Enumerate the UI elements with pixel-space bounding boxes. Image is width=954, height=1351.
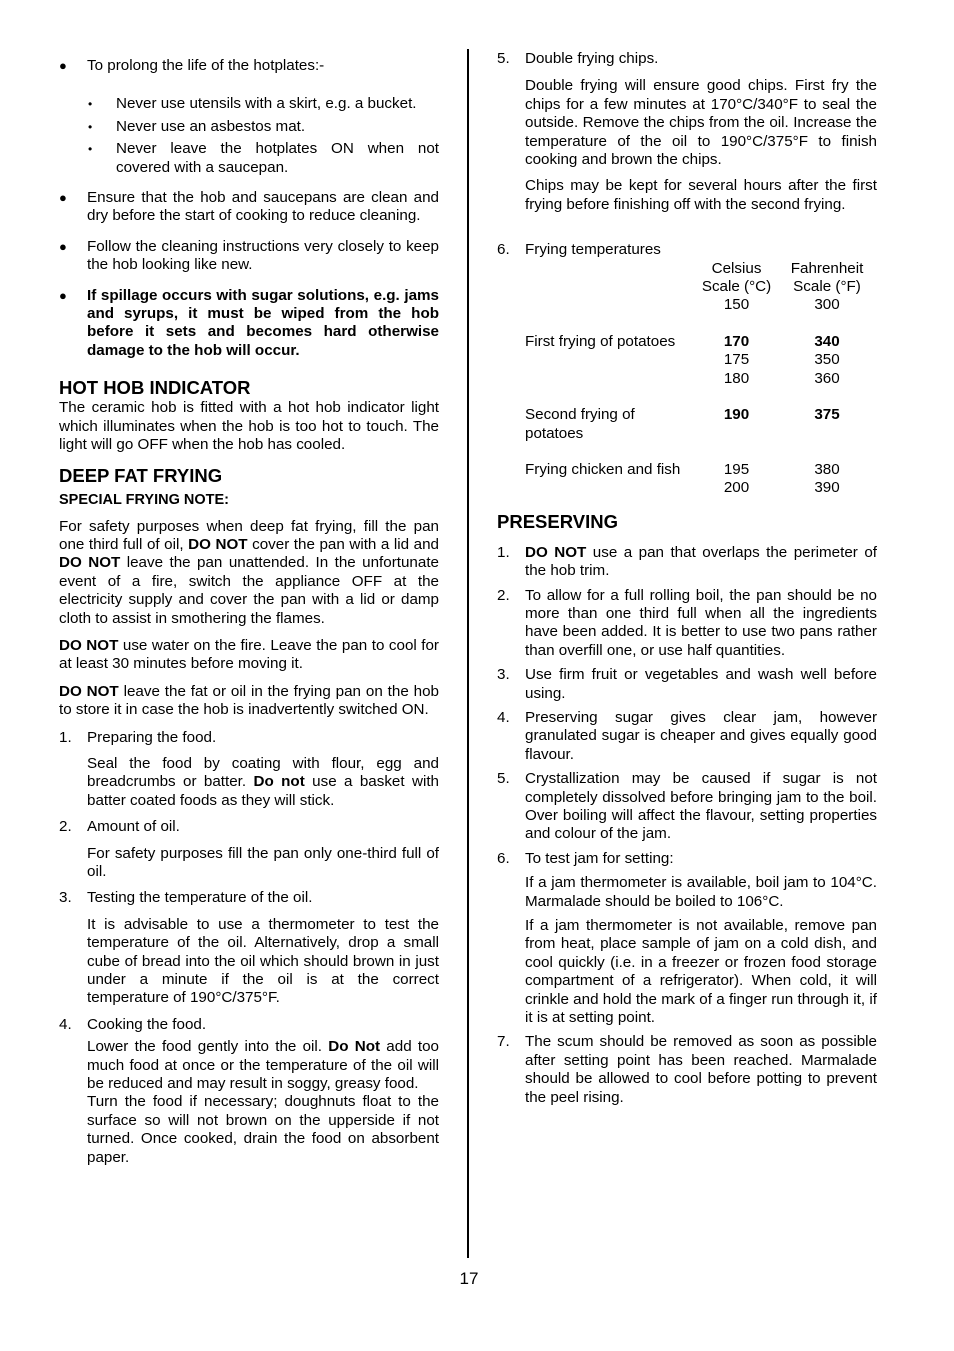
right-column [497,48,877,1107]
step-5: 5. Double frying chips. [497,50,659,67]
preserving-heading: PRESERVING [497,510,618,532]
col-fahrenheit-2: Scale (°F) [793,278,861,296]
table-row: First frying of potatoes 170 340 [525,332,840,350]
frying-temperatures-table [525,260,877,498]
deep-fat-para-3: DO NOT leave the fat or oil in the frying pan on the hob to store it in case the hob is inadvertently switched ON. [59,682,439,719]
preserving-item-3: 3. Use firm fruit or vegetables and wash well before using. [497,666,877,702]
hot-hob-heading: HOT HOB INDICATOR [59,377,251,399]
preserving-item-2: 2. To allow for a full rolling boil, the pan should be no more than one third full when all the ingredients have been added. It is better to use two pans rather than overfill one, or use half quantities. [497,586,877,659]
step-5-para-2: Chips may be kept for several hours after the first frying before finishing off with the second frying. [525,177,877,213]
table-header-row [525,260,877,297]
sub-bullet: • Never leave the hotplates ON when not covered with a saucepan. [88,140,439,176]
special-note-heading: SPECIAL FRYING NOTE: [59,491,229,508]
bullet-icon: • [88,97,93,112]
deep-fat-para-1: For safety purposes when deep fat frying, fill the pan one third full of oil, DO NOT cover the pan with a lid and DO NOT leave the pan unattended. In the unfortunate event of a fire, switch the appliance OFF at the electricity supply and cover the pan with a lid or damp cloth to assist in smothering the flames. [59,517,439,627]
hot-hob-text: The ceramic hob is fitted with a hot hob indicator light which illuminates when the hob is too hot to touch. The light will go OFF when the hob has cooled. [59,399,439,454]
step-1: 1. Preparing the food. [59,728,217,746]
step-6: 6. Frying temperatures [497,241,661,259]
deep-fat-heading: DEEP FAT FRYING [59,464,223,486]
step-4: 4. Cooking the food. [59,1015,207,1033]
page-number: 17 [459,1269,479,1288]
preserving-item-1: 1. DO NOT use a pan that overlaps the perimeter of the hob trim. [497,543,877,580]
step-3: 3. Testing the temperature of the oil. [59,889,313,907]
col-celsius-2: Scale (°C) [701,278,772,296]
bullet-clean: ● Ensure that the hob and saucepans are clean and dry before the start of cooking to reduce cleaning. [59,189,439,225]
step-2: 2. Amount of oil. [59,818,180,836]
col-fahrenheit-1: Fahrenheit [790,259,864,277]
preserving-item-6: 6. To test jam for setting: [497,849,674,867]
bullet-icon: • [88,119,93,134]
step-2-body: For safety purposes fill the pan only one-third full of oil. [87,844,439,880]
preserving-item-5: 5. Crystallization may be caused if sugar is not completely dissolved before bringing jam to the boil. Over boiling will affect the flavour, setting properties and colour of the jam. [497,770,877,843]
step-5-para-1: Double frying will ensure good chips. First fry the chips for a few minutes at 170°C/340°F to seal the outside. Remove the chips from the oil. Increase the temperature of the oil to 190°C/375°F to finish cooking and brown the chips. [525,77,877,169]
step-4-body-2: Turn the food if necessary; doughnuts float to the surface so will not brown on the upperside if not turned. Once cooked, drain the food on absorbent paper. [87,1093,439,1166]
table-row: 200 390 [723,479,840,497]
sub-bullet: • Never use utensils with a skirt, e.g. a bucket. [88,95,417,113]
bullet-icon: ● [59,238,67,254]
bullet-follow: ● Follow the cleaning instructions very closely to keep the hob looking like new. [59,237,439,274]
step-1-body: Seal the food by coating with flour, egg and breadcrumbs or batter. Do not use a basket with batter coated foods as they will stick. [87,754,439,809]
table-row: 175 350 [723,351,840,369]
table-row: 150 300 [723,296,840,314]
sub-bullet: • Never use an asbestos mat. [88,117,306,135]
preserving-item-4: 4. Preserving sugar gives clear jam, however granulated sugar is cheaper and gives equally good flavour. [497,708,877,763]
table-row: 180 360 [723,369,840,387]
left-column [59,48,439,1167]
preserving-item-7: 7. The scum should be removed as soon as possible after setting point has been reached. Marmalade should be allowed to cool before potting to prevent the peel rising. [497,1033,877,1106]
bullet-icon: ● [59,287,67,303]
bullet-prolong: ● To prolong the life of the hotplates:- [59,57,325,74]
bullet-spillage: ● If spillage occurs with sugar solutions, e.g. jams and syrups, it must be wiped from the hob before it sets and becomes hard otherwise damage to the hob will occur. [59,286,439,359]
deep-fat-para-2: DO NOT use water on the fire. Leave the pan to cool for at least 30 minutes before moving it. [59,636,439,673]
step-3-body: It is advisable to use a thermometer to test the temperature of the oil. Alternatively, drop a small cube of bread into the oil which should brown in just under a minute if the oil is at the correct temperature of 190°C/375°F. [87,915,439,1007]
bullet-icon: ● [59,190,67,206]
preserving-item-6-para-2: If a jam thermometer is not available, remove pan from heat, place sample of jam on a cold dish, and cool quickly (i.e. in a freezer or frozen food storage compartment of a refrigerator). When cold, it will crinkle and hold the mark of a finger run through it, if it is at setting point. [525,917,877,1027]
table-row: Second frying of potatoes 190 375 [525,406,840,442]
col-celsius-1: Celsius [711,259,762,277]
column-divider [467,49,469,1258]
preserving-item-6-para-1: If a jam thermometer is available, boil jam to 104°C. Marmalade should be boiled to 106°C. [525,874,877,910]
bullet-icon: • [88,142,93,157]
table-row: Frying chicken and fish 195 380 [525,460,840,478]
step-4-body: Lower the food gently into the oil. Do Not add too much food at once or the temperature of the oil will be reduced and may result in soggy, greasy food. [87,1038,439,1093]
bullet-icon: ● [59,58,67,73]
